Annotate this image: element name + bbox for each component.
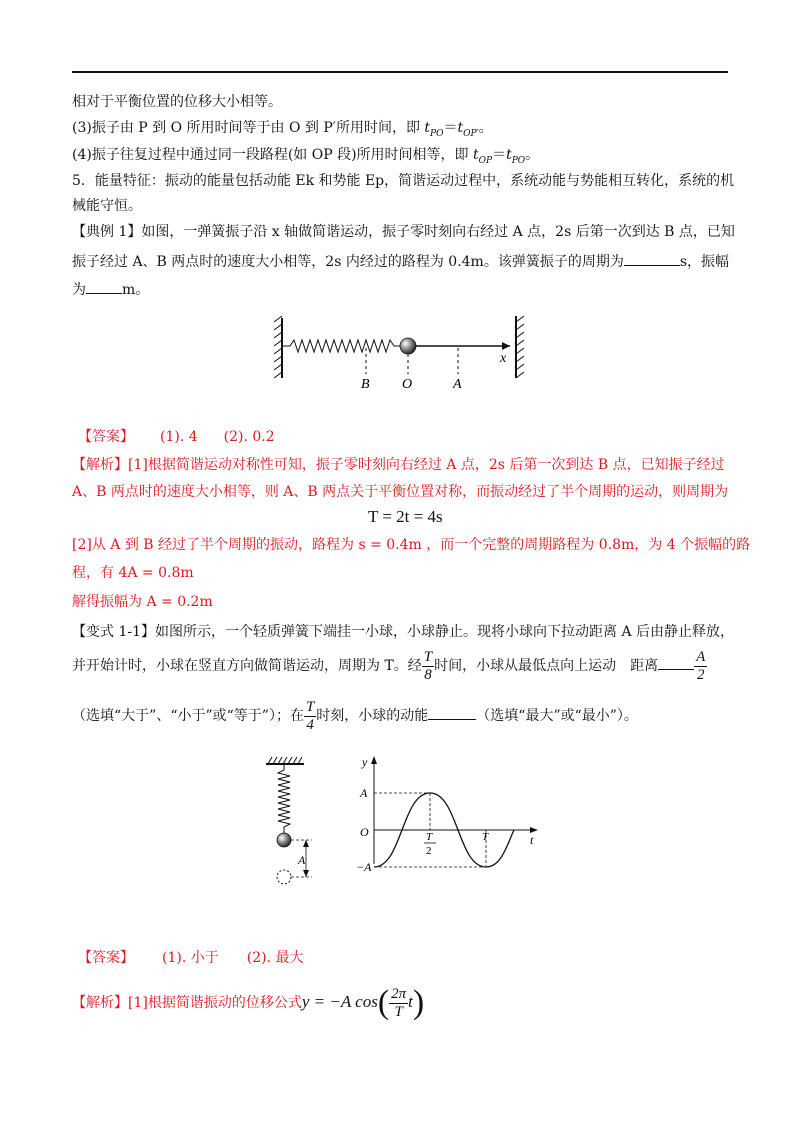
answer-blank[interactable]: [428, 706, 476, 720]
t-symbol: t: [457, 120, 464, 136]
explanation-2-line: [72, 980, 424, 1024]
answer-value: (2). 最大: [246, 950, 304, 966]
text-line: 5．能量特征：振动的能量包括动能 Ek 和势能 Ep，简谐运动过程中，系统动能与势能相互转化，系统的机: [72, 173, 735, 189]
label-B: B: [361, 377, 370, 392]
vertical-spring: [278, 764, 290, 834]
denominator: 8: [422, 666, 434, 684]
answer-2: [78, 948, 303, 968]
equals-sign: ＝: [443, 120, 458, 136]
text-span: (3)振子由 P 到 O 所用时间等于由 O 到 P′所用时间，即: [72, 120, 425, 136]
period: 。: [478, 120, 493, 136]
explanation-text: 【解析】[1]根据简谐振动的位移公式: [72, 995, 302, 1011]
spring-oscillator-figure: [270, 312, 530, 392]
subscript: OP: [478, 155, 493, 166]
neg-amplitude-label: −A: [356, 860, 372, 874]
numerator: T: [423, 648, 433, 665]
example-1-line: [72, 252, 729, 272]
equation-period: T = 2t = 4s: [368, 507, 443, 526]
fraction-T-over-4: [304, 699, 316, 734]
t-symbol: t: [424, 120, 431, 136]
denominator: 4: [304, 716, 316, 734]
fraction-A-over-2: [694, 649, 707, 684]
oscillator-ball: [400, 338, 416, 354]
text-line: 相对于平衡位置的位移大小相等。: [72, 94, 282, 110]
text-span: 时刻，小球的动能: [316, 708, 429, 724]
variant-line: [72, 696, 638, 736]
right-paren: ): [412, 984, 425, 1021]
formula-t: t: [408, 992, 413, 1011]
answer-blank[interactable]: [624, 252, 680, 266]
vertical-spring-figure: [262, 752, 542, 892]
subscript: PO: [430, 128, 444, 139]
answer-value: (1). 小于: [162, 950, 219, 966]
x-axis-arrow: [502, 342, 510, 350]
explanation-line: 程，有 4A = 0.8m: [72, 565, 194, 581]
subscript: OP′: [463, 128, 479, 139]
formula-lhs: y = −A cos: [301, 992, 378, 1011]
subscript: PO: [511, 155, 526, 166]
example-1-line: 【典例 1】如图，一弹簧振子沿 x 轴做简谐运动，振子零时刻向右经过 A 点，2s 后第一次到达 B 点，已知: [72, 224, 735, 240]
t-axis-label: t: [530, 833, 534, 847]
denominator: T: [389, 1003, 408, 1021]
text-span: （选填“最大”或“最小”）。: [476, 708, 638, 724]
period: 。: [525, 147, 540, 163]
answer-blank[interactable]: [658, 656, 694, 670]
text-line: 械能守恒。: [72, 198, 142, 214]
half-period-num: T: [426, 831, 433, 843]
distance-arrow-down: [303, 870, 309, 877]
explanation-line: A、B 两点时的速度大小相等，则 A、B 两点关于平衡位置对称，而振动经过了半个周期的运动，则周期为: [72, 484, 729, 500]
variant-line: [72, 646, 707, 686]
right-wall-hatch: [516, 316, 524, 378]
numerator: 2π: [391, 985, 407, 1002]
text-span: （选填“大于”、“小于”或“等于”）；在: [72, 708, 304, 724]
answer-tag: 【答案】: [78, 429, 134, 445]
answer-value: (1). 4: [160, 429, 198, 445]
distance-arrow-up: [303, 840, 309, 847]
fraction-2pi-over-T: [389, 986, 408, 1021]
y-axis-arrow: [371, 756, 377, 764]
explanation-line: [2]从 A 到 B 经过了半个周期的振动，路程为 s = 0.4m ，而一个完整的周期路程为 0.8m，为 4 个振幅的路: [72, 537, 751, 553]
half-period-den: 2: [426, 845, 432, 857]
text-span: 振子经过 A、B 两点时的速度大小相等，2s 内经过的路程为 0.4m。该弹簧振子的周期为: [72, 254, 624, 270]
numerator: A: [696, 648, 706, 665]
t-symbol: t: [506, 147, 512, 163]
spring: [282, 340, 400, 352]
variant-line: 【变式 1-1】如图所示，一个轻质弹簧下端挂一小球，小球静止。现将小球向下拉动距离 A 后由静止释放，: [72, 624, 735, 640]
t-symbol: t: [473, 147, 479, 163]
left-paren: (: [377, 984, 390, 1021]
explanation-line: 解得振幅为 A = 0.2m: [72, 594, 213, 610]
text-span: 时间，小球从最低点向上运动 距离: [434, 658, 659, 674]
text-span: 并开始计时，小球在竖直方向做简谐运动，周期为 T。经: [72, 658, 422, 674]
answer-1: [78, 427, 275, 447]
header-rule: [72, 71, 728, 73]
answer-tag: 【答案】: [78, 950, 134, 966]
y-axis-label: y: [362, 755, 368, 769]
text-span: s，振幅: [679, 254, 730, 270]
origin-label: O: [360, 825, 369, 839]
example-1-line: [72, 280, 149, 300]
period-label: T: [482, 831, 489, 843]
label-O: O: [402, 377, 413, 392]
ceiling-hatch: [268, 757, 302, 764]
lowest-position-ball: [277, 870, 291, 884]
text-span: 为: [72, 282, 86, 298]
answer-blank[interactable]: [86, 280, 122, 294]
equals-sign: ＝: [492, 147, 507, 163]
text-span: m。: [122, 282, 150, 298]
spring-A-label: A: [298, 853, 306, 867]
denominator: 2: [694, 666, 707, 684]
text-line-4: [72, 145, 539, 171]
amplitude-label: A: [360, 786, 368, 800]
answer-value: (2). 0.2: [223, 429, 275, 445]
text-line-3: [72, 118, 493, 144]
text-span: (4)振子往复过程中通过同一段路程(如 OP 段)所用时间相等，即: [72, 147, 474, 163]
fraction-T-over-8: [422, 649, 434, 684]
numerator: T: [305, 698, 315, 715]
x-axis-label: x: [500, 351, 507, 366]
explanation-line: 【解析】[1]根据简谐运动对称性可知，振子零时刻向右经过 A 点，2s 后第一次到达 B 点，已知振子经过: [72, 457, 725, 473]
left-wall-hatch: [274, 316, 282, 378]
hanging-ball: [277, 833, 291, 847]
label-A: A: [453, 377, 462, 392]
